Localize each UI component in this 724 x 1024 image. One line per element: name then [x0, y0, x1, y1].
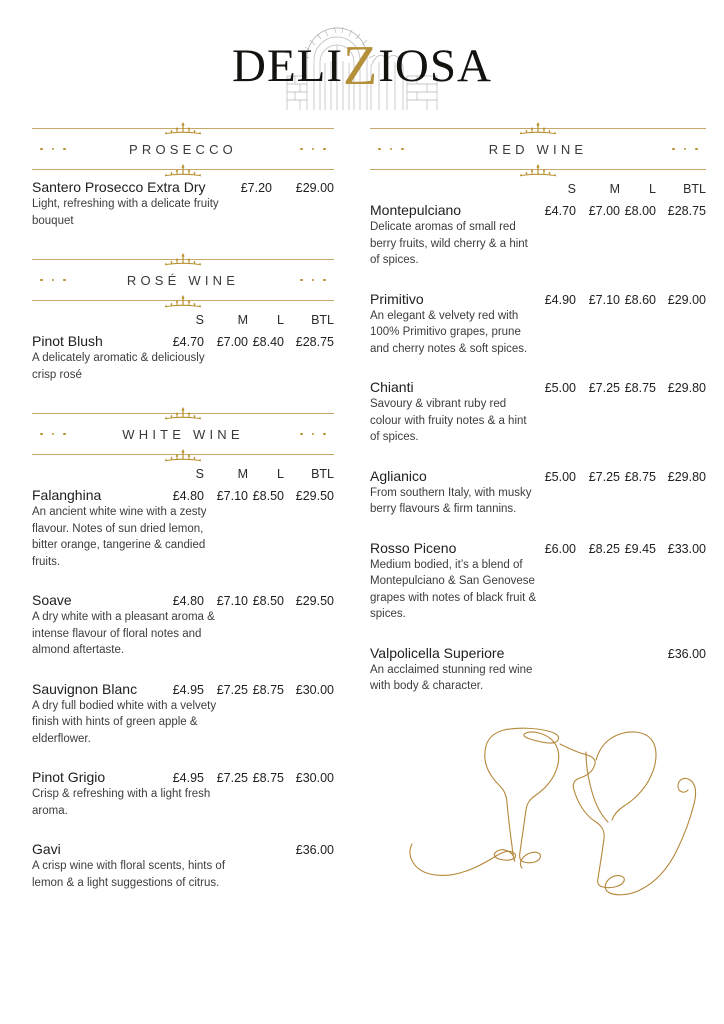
- brand-name-part2: IOSA: [378, 39, 492, 92]
- price-large: £8.75: [252, 771, 284, 785]
- brand-logo: [0, 18, 724, 113]
- dot-icon: [695, 148, 698, 151]
- crown-ornament-icon: [157, 294, 209, 308]
- size-header-l: L: [277, 467, 284, 481]
- menu-item: [32, 841, 334, 891]
- menu-item: [370, 468, 706, 518]
- dot-icon: [52, 279, 55, 282]
- menu-item-name: Montepulciano: [370, 202, 462, 218]
- menu-item-prices: [161, 335, 334, 349]
- price-small: £4.70: [544, 204, 576, 218]
- section-title: WHITE WINE: [122, 426, 244, 442]
- section-rosé-wine-block: [32, 259, 334, 383]
- size-header-row: [370, 182, 706, 196]
- price-medium: £7.25: [588, 381, 620, 395]
- price-bottle: £29.80: [667, 469, 706, 484]
- section-dots-left: [40, 148, 66, 151]
- menu-item-description: Light, refreshing with a delicate fruity bouquet: [32, 198, 219, 227]
- dot-icon: [390, 148, 393, 151]
- menu-item-header: [32, 841, 334, 857]
- menu-item-prices: [533, 293, 706, 307]
- price-large: £9.45: [624, 541, 656, 556]
- price-small: £4.80: [172, 489, 204, 503]
- dot-icon: [312, 279, 315, 282]
- menu-item: [32, 592, 334, 659]
- menu-item-prices: [533, 542, 706, 556]
- price-bottle: £30.00: [295, 682, 334, 697]
- price-large: £8.75: [624, 469, 656, 484]
- price-medium: £8.25: [588, 541, 620, 556]
- price-bottle: £28.75: [295, 335, 334, 349]
- section-title: RED WINE: [488, 141, 588, 157]
- price-large: £8.00: [624, 204, 656, 218]
- brand-name-z: Z: [343, 34, 379, 97]
- menu-item: [370, 291, 706, 358]
- dot-icon: [300, 433, 303, 436]
- section-dots-right: [300, 279, 326, 282]
- menu-item-header: [32, 179, 334, 195]
- menu-item-prices: [161, 489, 334, 503]
- dot-icon: [323, 148, 326, 151]
- menu-item: [32, 487, 334, 570]
- crown-ornament-icon: [512, 163, 564, 177]
- menu-item-prices: [533, 381, 706, 395]
- left-column: [0, 128, 362, 891]
- size-header-row: [32, 313, 334, 327]
- section-dots-left: [40, 433, 66, 436]
- menu-item-prices: [533, 470, 706, 484]
- section-red-wine-block: [370, 128, 706, 695]
- menu-item-header: [32, 487, 334, 503]
- dot-icon: [401, 148, 404, 151]
- price-bottle: £29.00: [295, 181, 334, 195]
- price-small: £5.00: [544, 381, 576, 395]
- menu-item-name: Rosso Piceno: [370, 539, 457, 556]
- dot-icon: [378, 148, 381, 151]
- section-header-red-wine: [370, 128, 706, 170]
- menu-item-name: Aglianico: [370, 467, 427, 484]
- menu-item-header: [370, 379, 706, 395]
- dot-icon: [40, 148, 43, 151]
- menu-item-description: Crisp & refreshing with a light fresh aroma.: [32, 788, 211, 817]
- price-small: £4.90: [544, 292, 576, 307]
- menu-item: [32, 333, 334, 383]
- section-header-prosecco: [32, 128, 334, 170]
- menu-item-description: A delicately aromatic & deliciously crisp rosé: [32, 352, 205, 381]
- price-bottle: £36.00: [295, 843, 334, 857]
- dot-icon: [300, 279, 303, 282]
- price-bottle: £28.75: [667, 204, 706, 218]
- price-bottle: £30.00: [295, 771, 334, 785]
- section-ornament-bottom: [157, 448, 209, 462]
- dot-icon: [52, 148, 55, 151]
- dot-icon: [63, 433, 66, 436]
- size-header-s: S: [195, 313, 204, 327]
- menu-item-description: Delicate aromas of small red berry fruits, wild cherry & a hint of spices.: [370, 221, 528, 266]
- menu-item-header: [32, 769, 334, 785]
- price-medium: £7.00: [216, 335, 248, 349]
- menu-item-header: [370, 291, 706, 307]
- price-medium: £7.25: [216, 771, 248, 785]
- menu-item-name: Falanghina: [32, 487, 102, 503]
- size-header-s: S: [195, 467, 204, 481]
- two-clinking-wine-glasses-icon: [400, 706, 710, 901]
- price-large: £8.40: [252, 335, 284, 349]
- dot-icon: [52, 433, 55, 436]
- price-large: £8.60: [624, 292, 656, 307]
- price-bottle: £29.80: [667, 381, 706, 395]
- menu-item-name: Sauvignon Blanc: [32, 680, 138, 697]
- section-dots-right: [300, 148, 326, 151]
- menu-item-header: [32, 333, 334, 349]
- size-header-m: M: [237, 313, 248, 327]
- section-dots-right: [300, 433, 326, 436]
- price-small: £4.70: [172, 335, 204, 349]
- dot-icon: [312, 433, 315, 436]
- section-header-white-wine: [32, 413, 334, 455]
- menu-item: [370, 202, 706, 269]
- menu-item-description: Medium bodied, it’s a blend of Montepulciano & San Genovese grapes with notes of black fruit & spices.: [370, 558, 537, 620]
- menu-item-prices: [161, 771, 334, 785]
- dot-icon: [323, 279, 326, 282]
- dot-icon: [63, 148, 66, 151]
- menu-item-description: From southern Italy, with musky berry flavours & firm tannins.: [370, 486, 532, 515]
- section-dots-left: [40, 279, 66, 282]
- size-header-m: M: [609, 182, 620, 196]
- section-title: ROSÉ WINE: [126, 272, 240, 288]
- menu-item-prices: [296, 843, 334, 857]
- price-medium: £7.25: [588, 469, 620, 484]
- menu-item-header: [370, 645, 706, 661]
- price-small: £5.00: [544, 469, 576, 484]
- dot-icon: [312, 148, 315, 151]
- menu-item-description: Savoury & vibrant ruby red colour with fruity notes & a hint of spices.: [370, 398, 527, 443]
- dot-icon: [672, 148, 675, 151]
- price-medium: £7.25: [216, 682, 248, 697]
- price-medium: £7.00: [588, 204, 620, 218]
- size-header-btl: BTL: [311, 313, 334, 327]
- price-bottle: £29.00: [667, 292, 706, 307]
- crown-ornament-icon: [157, 448, 209, 462]
- menu-item-prices: [161, 594, 334, 608]
- price-glass: £7.20: [240, 181, 272, 195]
- menu-item-name: Pinot Grigio: [32, 769, 106, 785]
- dot-icon: [684, 148, 687, 151]
- menu-item-description: A dry white with a pleasant aroma & intense flavour of floral notes and almond aftertaste.: [32, 611, 215, 656]
- section-white-wine-block: [32, 413, 334, 891]
- brand-name: [232, 34, 492, 97]
- size-header-l: L: [277, 313, 284, 327]
- menu-item: [32, 769, 334, 819]
- menu-item-prices: [533, 204, 706, 218]
- menu-item-name: Primitivo: [370, 290, 424, 307]
- menu-item-name: Pinot Blush: [32, 333, 103, 349]
- section-prosecco-block: [32, 128, 334, 229]
- size-header-btl: BTL: [311, 467, 334, 481]
- menu-item-header: [370, 468, 706, 484]
- menu-item: [32, 179, 334, 229]
- dot-icon: [40, 433, 43, 436]
- price-bottle: £33.00: [667, 541, 706, 556]
- price-medium: £7.10: [216, 594, 248, 608]
- price-medium: £7.10: [588, 292, 620, 307]
- price-large: £8.75: [624, 381, 656, 395]
- menu-item-prices: [216, 181, 334, 195]
- menu-item-description: A crisp wine with floral scents, hints of lemon & a light suggestions of citrus.: [32, 860, 226, 889]
- menu-item-header: [370, 540, 706, 556]
- menu-item: [370, 379, 706, 446]
- menu-item: [370, 645, 706, 695]
- menu-item-name: Soave: [32, 592, 72, 608]
- crown-ornament-icon: [157, 163, 209, 177]
- section-ornament-bottom: [512, 163, 564, 177]
- size-header-l: L: [649, 182, 656, 196]
- menu-item-prices: [161, 683, 334, 697]
- menu-item-description: An ancient white wine with a zesty flavour. Notes of sun dried lemon, bitter orange, tangerine & candied fruits.: [32, 506, 207, 568]
- menu-item-description: A dry full bodied white with a velvety finish with hints of green apple & elderflower.: [32, 699, 217, 745]
- menu-item-prices: [668, 647, 706, 661]
- menu-item-name: Valpolicella Superiore: [370, 644, 505, 661]
- price-small: £4.80: [172, 594, 204, 608]
- menu-item-name: Chianti: [370, 379, 414, 395]
- menu-item: [32, 681, 334, 748]
- menu-item-description: An elegant & velvety red with 100% Primitivo grapes, prune and cherry notes & soft spices.: [370, 309, 528, 355]
- price-large: £8.75: [252, 682, 284, 697]
- section-dots-left: [378, 148, 404, 151]
- dot-icon: [300, 148, 303, 151]
- menu-item-name: Santero Prosecco Extra Dry: [32, 179, 206, 195]
- size-header-m: M: [237, 467, 248, 481]
- price-large: £8.50: [252, 489, 284, 503]
- section-ornament-bottom: [157, 163, 209, 177]
- price-small: £4.95: [172, 771, 204, 785]
- brand-name-part1: DELI: [232, 39, 344, 92]
- section-header-rosé-wine: [32, 259, 334, 301]
- section-ornament-bottom: [157, 294, 209, 308]
- price-small: £6.00: [544, 541, 576, 556]
- size-header-btl: BTL: [683, 182, 706, 196]
- price-bottle: £36.00: [667, 646, 706, 661]
- price-large: £8.50: [252, 594, 284, 608]
- price-bottle: £29.50: [295, 594, 334, 608]
- price-small: £4.95: [172, 682, 204, 697]
- section-title: PROSECCO: [128, 141, 237, 157]
- price-bottle: £29.50: [295, 489, 334, 503]
- menu-item-header: [370, 202, 706, 218]
- menu-item: [370, 540, 706, 623]
- section-dots-right: [672, 148, 698, 151]
- size-header-row: [32, 467, 334, 481]
- menu-item-description: An acclaimed stunning red wine with body & character.: [370, 663, 533, 692]
- dot-icon: [40, 279, 43, 282]
- menu-item-header: [32, 681, 334, 697]
- dot-icon: [63, 279, 66, 282]
- menu-item-header: [32, 592, 334, 608]
- menu-item-name: Gavi: [32, 841, 61, 857]
- dot-icon: [323, 433, 326, 436]
- size-header-s: S: [567, 182, 576, 196]
- price-medium: £7.10: [216, 489, 248, 503]
